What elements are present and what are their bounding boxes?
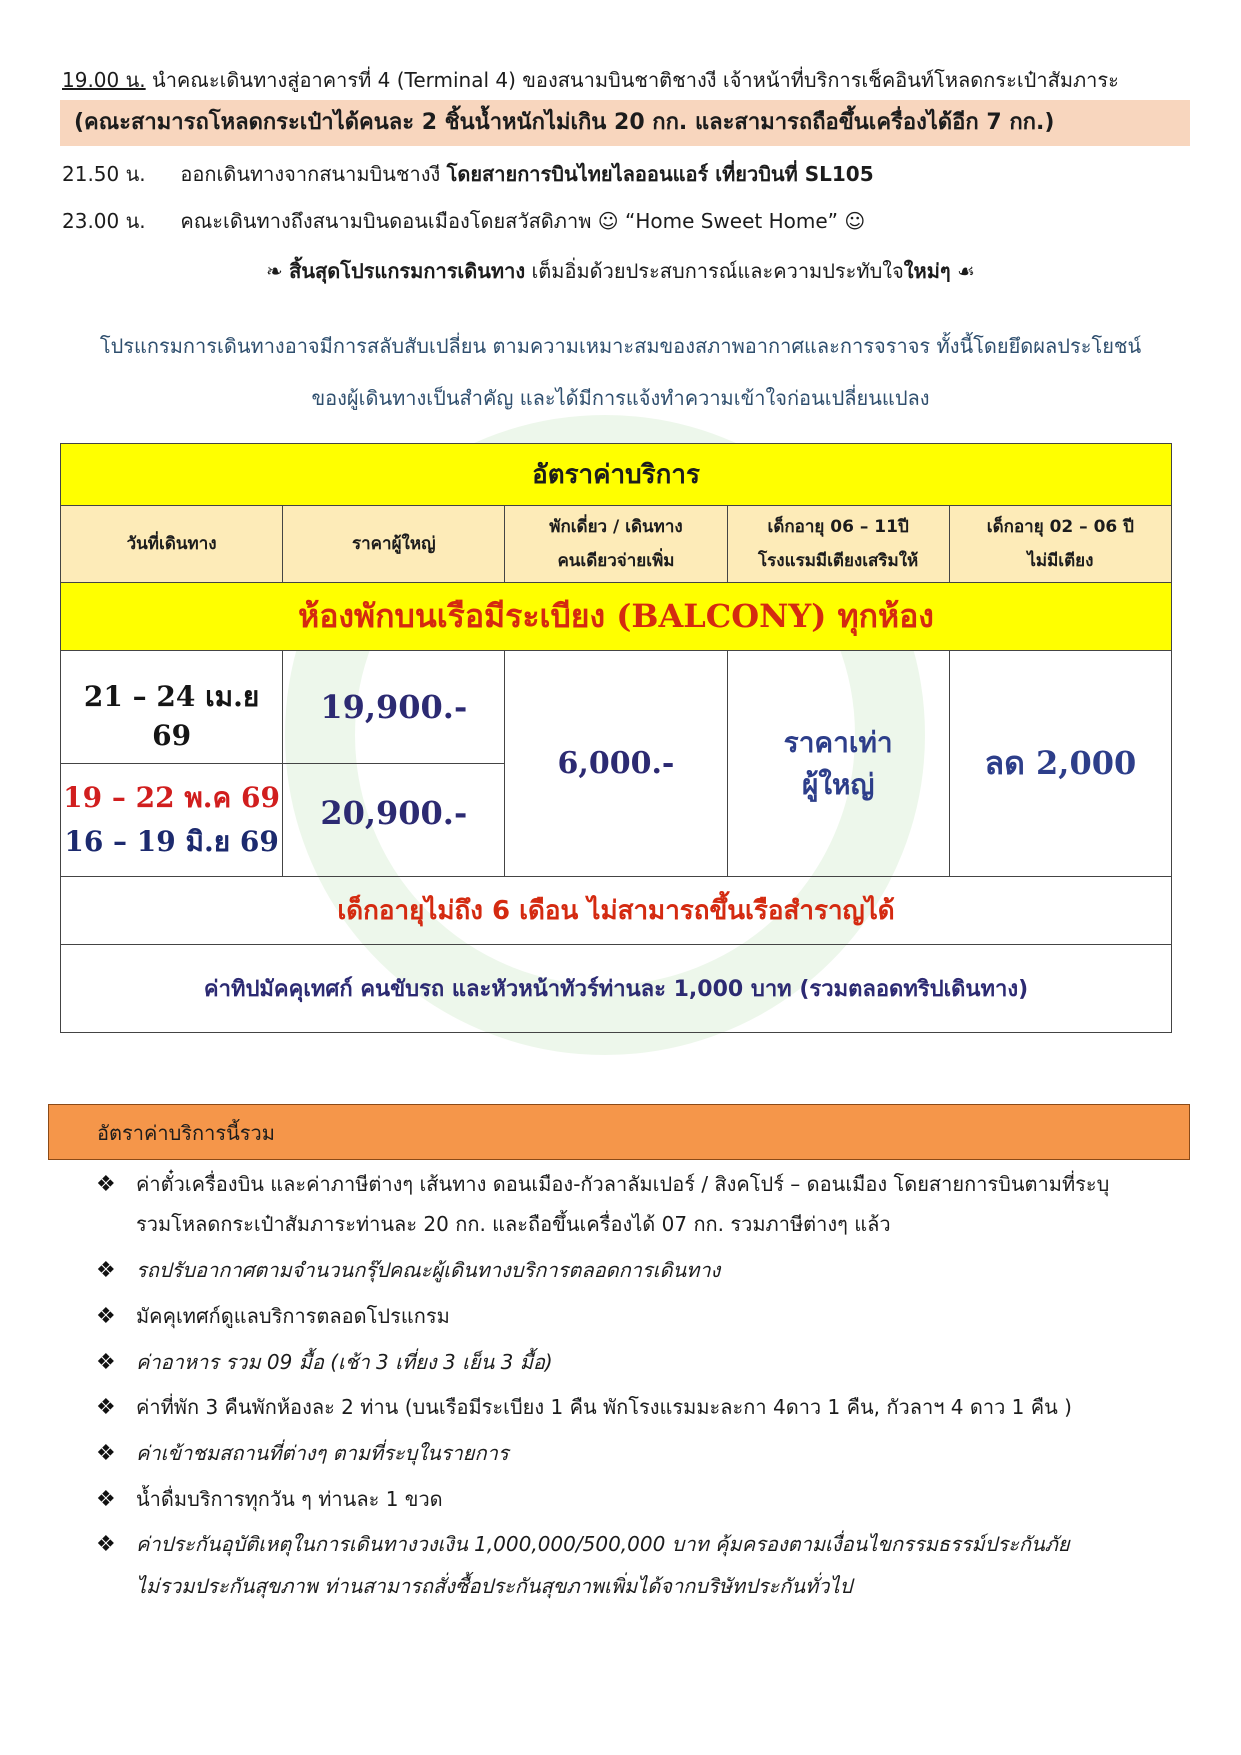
inclusion-item-guide	[96, 1302, 450, 1331]
inclusion-item-water	[96, 1485, 443, 1514]
diamond-bullet-icon: ❖	[96, 1258, 116, 1283]
baggage-note: (คณะสามารถโหลดกระเป๋าได้คนละ 2 ชิ้นน้ำหนักไม่เกิน 20 กก. และสามารถถือขึ้นเครื่องได้อีก 7 กก.)	[60, 100, 1190, 146]
header-adult: ราคาผู้ใหญ่	[283, 505, 505, 583]
inclusion-item-admission	[96, 1439, 509, 1468]
flight-info: โดยสายการบินไทยไลออนแอร์ เที่ยวบินที่ SL105	[446, 162, 874, 186]
inclusion-text: ค่าตั๋วเครื่องบิน และค่าภาษีต่างๆ เส้นทาง ดอนเมือง-กัวลาลัมเปอร์ / สิงคโปร์ – ดอนเมือง โดยสายการบินตามที่ระบุ	[136, 1172, 1110, 1196]
inclusion-text: ค่าที่พัก 3 คืนพักห้องละ 2 ท่าน (บนเรือมีระเบียง 1 คืน พักโรงแรมมะละกา 4ดาว 1 คืน, กัวลาฯ 4 ดาว 1 คืน )	[136, 1395, 1072, 1419]
itinerary-text-1900: นำคณะเดินทางสู่อาคารที่ 4 (Terminal 4) ของสนามบินชาติชางงี เจ้าหน้าที่บริการเช็คอินท์โหลดกระเป๋าสัมภาระ	[152, 68, 1119, 92]
diamond-bullet-icon: ❖	[96, 1441, 116, 1466]
date-row-2b: 16 – 19 มิ.ย 69	[64, 825, 279, 859]
price-row-1: 19,900.-	[283, 651, 505, 764]
notice-line-1: โปรแกรมการเดินทางอาจมีการสลับสับเปลี่ยน ตามความเหมาะสมของสภาพอากาศและการจราจร ทั้งนี้โดยยึดผลประโยชน์	[99, 334, 1142, 358]
child-bed-price	[727, 651, 949, 877]
itinerary-text-2300: คณะเดินทางถึงสนามบินดอนเมืองโดยสวัสดิภาพ ☺ “Home Sweet Home” ☺	[180, 209, 866, 233]
inclusion-text: รถปรับอากาศตามจำนวนกรุ๊ปคณะผู้เดินทางบริการตลอดการเดินทาง	[136, 1258, 721, 1282]
ornament-left-icon: ❧	[266, 259, 283, 283]
header-child-bed-line2: โรงแรมมีเตียงเสริมให้	[758, 551, 919, 572]
ornament-right-icon: ☙	[957, 259, 975, 283]
diamond-bullet-icon: ❖	[96, 1304, 116, 1329]
inclusion-text-cont: ไม่รวมประกันสุขภาพ ท่านสามารถสั่งซื้อประกันสุขภาพเพิ่มได้จากบริษัทประกันทั่วไป	[136, 1574, 853, 1598]
diamond-bullet-icon: ❖	[96, 1395, 116, 1420]
inclusion-text-cont: รวมโหลดกระเป๋าสัมภาระท่านละ 20 กก. และถือขึ้นเครื่องได้ 07 กก. รวมภาษีต่างๆ แล้ว	[136, 1212, 891, 1236]
program-end	[0, 255, 1241, 287]
inclusion-text: มัคคุเทศก์ดูแลบริการตลอดโปรแกรม	[136, 1304, 450, 1328]
diamond-bullet-icon: ❖	[96, 1350, 116, 1375]
program-end-tail: ใหม่ๆ	[903, 259, 951, 283]
inclusion-item-hotel	[96, 1393, 1072, 1422]
header-single-line1: พักเดี่ยว / เดินทาง	[549, 517, 683, 538]
itinerary-line-1900	[62, 64, 1119, 96]
inclusion-text: น้ำดื่มบริการทุกวัน ๆ ท่านละ 1 ขวด	[136, 1487, 443, 1511]
price-row-2: 20,900.-	[283, 764, 505, 877]
header-single-line2: คนเดียวจ่ายเพิ่ม	[557, 551, 675, 572]
inclusion-text: ค่าอาหาร รวม 09 มื้อ (เช้า 3 เที่ยง 3 เย็น 3 มื้อ)	[136, 1350, 553, 1374]
time-2150: 21.50 น.	[62, 162, 146, 186]
child-bed-line1: ราคาเท่า	[783, 725, 893, 759]
header-date: วันที่เดินทาง	[61, 505, 283, 583]
time-1900: 19.00 น.	[62, 68, 146, 92]
diamond-bullet-icon: ❖	[96, 1487, 116, 1512]
diamond-bullet-icon: ❖	[96, 1172, 116, 1197]
date-row-1: 21 – 24 เม.ย 69	[61, 651, 283, 764]
date-row-2	[61, 764, 283, 877]
child-bed-line2: ผู้ใหญ่	[801, 767, 875, 801]
time-2300: 23.00 น.	[62, 209, 146, 233]
child-nobed-discount: ลด 2,000	[949, 651, 1171, 877]
balcony-banner: ห้องพักบนเรือมีระเบียง (BALCONY) ทุกห้อง	[61, 583, 1172, 651]
tip-note: ค่าทิปมัคคุเทศก์ คนขับรถ และหัวหน้าทัวร์ท่านละ 1,000 บาท (รวมตลอดทริปเดินทาง)	[61, 945, 1172, 1033]
inclusion-text: ค่าประกันอุบัติเหตุในการเดินทางวงเงิน 1,000,000/500,000 บาท คุ้มครองตามเงื่อนไขกรรมธรรม์ประกันภัย	[136, 1532, 1070, 1556]
diamond-bullet-icon: ❖	[96, 1532, 116, 1557]
inclusion-item-meals	[96, 1348, 553, 1377]
price-table-title: อัตราค่าบริการ	[61, 444, 1172, 506]
itinerary-line-2150	[62, 158, 874, 190]
header-child-nobed-line1: เด็กอายุ 02 – 06 ปี	[986, 517, 1134, 538]
header-single	[505, 505, 727, 583]
inclusions-title: อัตราค่าบริการนี้รวม	[48, 1104, 1190, 1160]
inclusion-text: ค่าเข้าชมสถานที่ต่างๆ ตามที่ระบุในรายการ	[136, 1441, 509, 1465]
program-end-bold: สิ้นสุดโปรแกรมการเดินทาง	[289, 259, 526, 283]
itinerary-text-2150: ออกเดินทางจากสนามบินชางงี	[180, 162, 447, 186]
header-child-bed	[727, 505, 949, 583]
itinerary-line-2300	[62, 205, 865, 237]
header-child-bed-line1: เด็กอายุ 06 – 11ปี	[767, 517, 909, 538]
notice-line-2: ของผู้เดินทางเป็นสำคัญ และได้มีการแจ้งทำความเข้าใจก่อนเปลี่ยนแปลง	[311, 386, 930, 410]
inclusion-item-insurance	[96, 1530, 1070, 1598]
date-row-2a: 19 – 22 พ.ค 69	[63, 781, 280, 815]
header-child-nobed	[949, 505, 1171, 583]
header-child-nobed-line2: ไม่มีเตียง	[1027, 551, 1094, 572]
program-end-text: เต็มอิ่มด้วยประสบการณ์และความประทับใจ	[525, 259, 904, 283]
price-table	[60, 443, 1172, 1033]
single-supplement: 6,000.-	[505, 651, 727, 877]
infant-note: เด็กอายุไม่ถึง 6 เดือน ไม่สามารถขึ้นเรือสำราญได้	[61, 877, 1172, 945]
inclusion-item-transport	[96, 1256, 721, 1285]
inclusion-item-flight	[96, 1170, 1110, 1236]
